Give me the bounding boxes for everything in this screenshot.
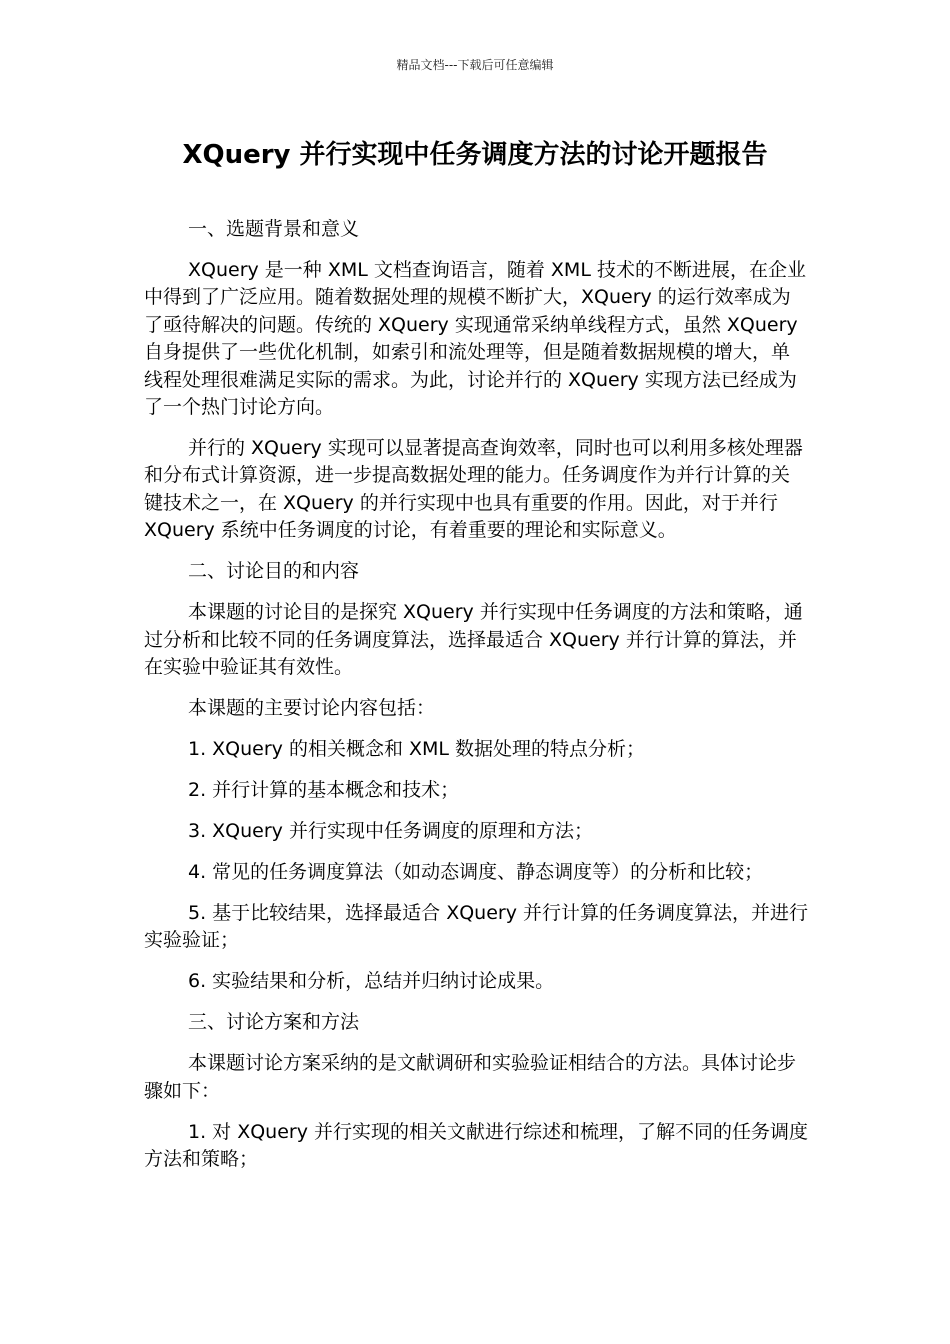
document-title: XQuery 并行实现中任务调度方法的讨论开题报告 [182, 140, 768, 170]
list-item: 3. XQuery 并行实现中任务调度的原理和方法； [188, 820, 593, 843]
list-item: 5. 基于比较结果，选择最适合 XQuery 并行计算的任务调度算法，并进行实验验证； [144, 902, 809, 952]
section-heading-background: 一、选题背景和意义 [188, 218, 360, 240]
list-item: 1. XQuery 的相关概念和 XML 数据处理的特点分析； [188, 738, 646, 761]
paragraph-content-intro: 本课题的主要讨论内容包括： [188, 697, 436, 720]
paragraph-methods: 本课题讨论方案采纳的是文献调研和实验验证相结合的方法。具体讨论步骤如下： [144, 1052, 797, 1102]
paragraph-background-1: XQuery 是一种 XML 文档查询语言，随着 XML 技术的不断进展，在企业中得到了广泛应用。随着数据处理的规模不断扩大，XQuery 的运行效率成为了亟待解决的问题。传统的 XQuery 实现通常采纳单线程方式，虽然 XQuery 自身提供了一些优化机制，如索引和流处理等，但是随着数据规模的增大，单线程处理很难满足实际的需求。为此，讨论并行的 XQuery 实现方法已经成为了一个热门讨论方向。 [144, 259, 806, 419]
list-item: 6. 实验结果和分析，总结并归纳讨论成果。 [188, 970, 555, 993]
paragraph-background-2: 并行的 XQuery 实现可以显著提高查询效率，同时也可以利用多核处理器和分布式计算资源，进一步提高数据处理的能力。任务调度作为并行计算的关键技术之一，在 XQuery 的并行实现中也具有重要的作用。因此，对于并行 XQuery 系统中任务调度的讨论，有着重要的理论和实际意义。 [144, 437, 803, 542]
list-item: 1. 对 XQuery 并行实现的相关文献进行综述和梳理，了解不同的任务调度方法和策略； [144, 1120, 809, 1171]
header-note: 精品文档---下载后可任意编辑 [396, 58, 554, 72]
list-item: 4. 常见的任务调度算法（如动态调度、静态调度等）的分析和比较； [188, 861, 764, 884]
list-item: 2. 并行计算的基本概念和技术； [188, 779, 460, 802]
section-heading-objectives: 二、讨论目的和内容 [188, 560, 360, 583]
section-heading-methods: 三、讨论方案和方法 [188, 1011, 360, 1034]
document-body [144, 216, 808, 1187]
paragraph-objectives: 本课题的讨论目的是探究 XQuery 并行实现中任务调度的方法和策略，通过分析和比较不同的任务调度算法，选择最适合 XQuery 并行计算的算法，并在实验中验证其有效性。 [144, 601, 803, 679]
